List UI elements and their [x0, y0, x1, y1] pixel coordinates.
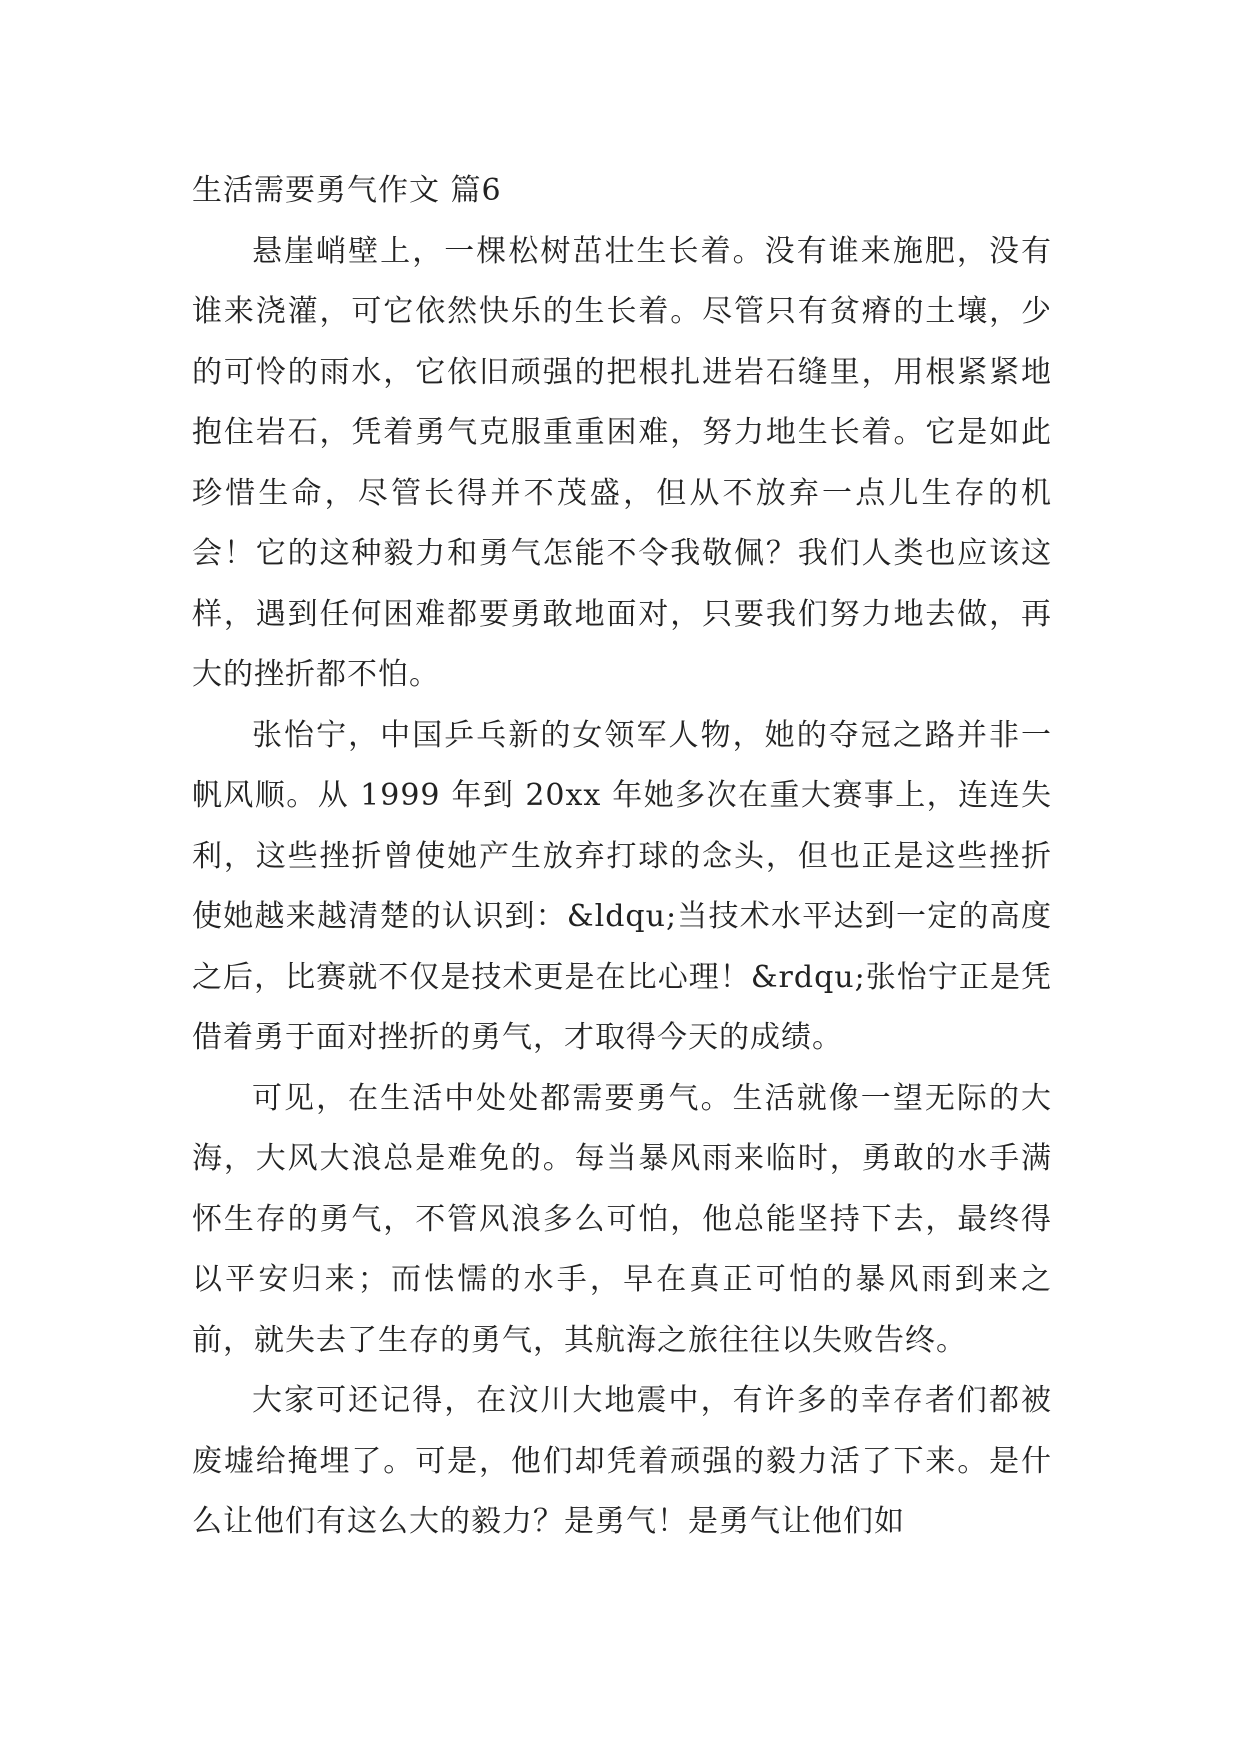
paragraph-sailor: 可见，在生活中处处都需要勇气。生活就像一望无际的大海，大风大浪总是难免的。每当暴风雨来临时，勇敢的水手满怀生存的勇气，不管风浪多么可怕，他总能坚持下去，最终得以平安归来；而怯懦的水手，早在真正可怕的暴风雨到来之前，就失去了生存的勇气，其航海之旅往往以失败告终。 — [192, 1080, 1052, 1358]
paragraph-earthquake: 大家可还记得，在汶川大地震中，有许多的幸存者们都被废墟给掩埋了。可是，他们却凭着顽强的毅力活了下来。是什么让他们有这么大的毅力？是勇气！是勇气让他们如 — [192, 1383, 1052, 1539]
paragraph-zhang-yining: 张怡宁，中国乒乓新的女领军人物，她的夺冠之路并非一帆风顺。从 1999 年到 20xx 年她多次在重大赛事上，连连失利，这些挫折曾使她产生放弃打球的念头，但也正是这些挫折使她越来越清楚的认识到：&ldqu;当技术水平达到一定的高度之后，比赛就不仅是技术更是在比心理！&rdqu;张怡宁正是凭借着勇于面对挫折的勇气，才取得今天的成绩。 — [192, 717, 1052, 1055]
document-title: 生活需要勇气作文 篇6 — [192, 173, 502, 208]
document-body — [192, 161, 1052, 1553]
paragraph-pine-tree: 悬崖峭壁上，一棵松树茁壮生长着。没有谁来施肥，没有谁来浇灌，可它依然快乐的生长着。尽管只有贫瘠的土壤，少的可怜的雨水，它依旧顽强的把根扎进岩石缝里，用根紧紧地抱住岩石，凭着勇气克服重重困难，努力地生长着。它是如此珍惜生命，尽管长得并不茂盛，但从不放弃一点儿生存的机会！它的这种毅力和勇气怎能不令我敬佩？我们人类也应该这样，遇到任何困难都要勇敢地面对，只要我们努力地去做，再大的挫折都不怕。 — [192, 233, 1052, 692]
